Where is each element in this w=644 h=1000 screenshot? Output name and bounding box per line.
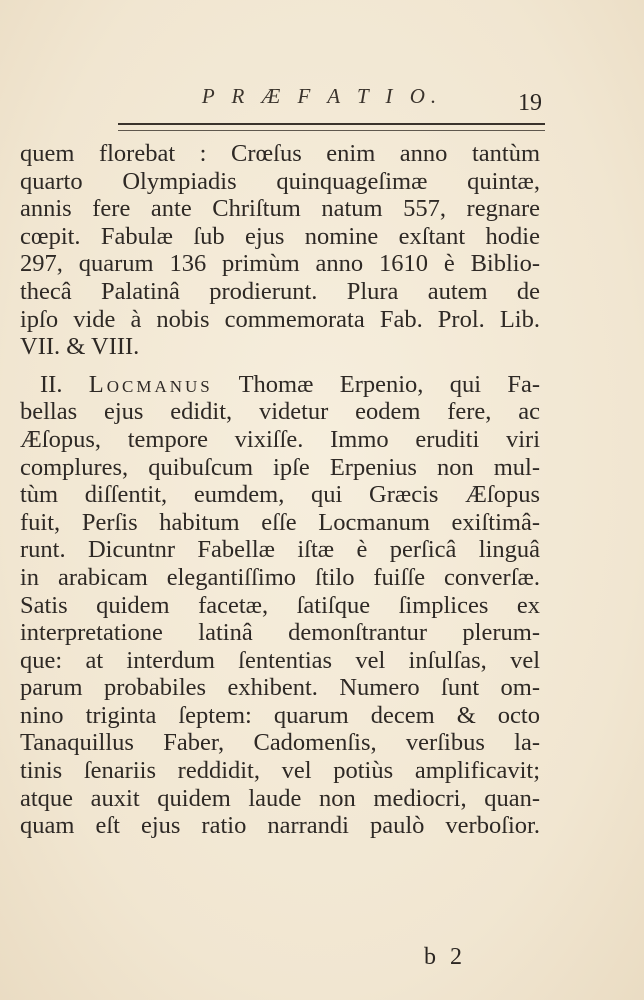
text-line: tùm diſſentit, eumdem, qui Græcis Æſopus bbox=[20, 481, 540, 509]
opening-text: Thomæ Erpenio, qui Fa- bbox=[238, 370, 540, 398]
text-line: ipſo vide à nobis commemorata Fab. Prol. Lib. bbox=[20, 305, 540, 333]
text-line: interpretatione latinâ demonſtrantur plerum- bbox=[20, 619, 540, 647]
text-line: runt. Dicuntnr Fabellæ iſtæ è perſicâ linguâ bbox=[20, 536, 540, 564]
text-line: quem florebat : Crœſus enim anno tantùm bbox=[20, 140, 540, 167]
text-line: fuit, Perſis habitum eſſe Locmanum exiſtimâ- bbox=[20, 508, 540, 536]
text-line: que: at interdum ſententias vel inſulſas, vel bbox=[20, 646, 540, 674]
text-line: quarto Olympiadis quinquageſimæ quintæ, bbox=[20, 167, 540, 195]
signature-mark: b 2 bbox=[424, 944, 466, 970]
header-rule-thick bbox=[118, 123, 545, 125]
text-line: Satis quidem facetæ, ſatiſque ſimplices ex bbox=[20, 591, 540, 619]
text-line: tinis ſenariis reddidit, vel potiùs amplificavit; bbox=[20, 757, 540, 785]
text-line: complures, quibuſcum ipſe Erpenius non mul- bbox=[20, 453, 540, 481]
text-line: in arabicam elegantiſſimo ſtilo fuiſſe converſæ. bbox=[20, 563, 540, 591]
text-line: quam eſt ejus ratio narrandi paulò verboſior. bbox=[20, 812, 540, 840]
text-line: 297, quarum 136 primùm anno 1610 è Biblio- bbox=[20, 250, 540, 278]
text-line: Tanaquillus Faber, Cadomenſis, verſibus la- bbox=[20, 729, 540, 757]
text-line: nino triginta ſeptem: quarum decem & octo bbox=[20, 701, 540, 729]
paragraph-number: II. bbox=[40, 370, 63, 398]
paragraph-gap bbox=[20, 361, 540, 371]
text-line: atque auxit quidem laude non mediocri, quan- bbox=[20, 784, 540, 812]
text-line: thecâ Palatinâ prodierunt. Plura autem de bbox=[20, 277, 540, 305]
running-title: P R Æ F A T I O. bbox=[201, 84, 443, 108]
text-line: cœpit. Fabulæ ſub ejus nomine exſtant hodie bbox=[20, 222, 540, 250]
text-line: bellas ejus edidit, videtur eodem fere, ac bbox=[20, 398, 540, 426]
body-text bbox=[20, 140, 540, 840]
text-line: parum probabiles exhibent. Numero ſunt om- bbox=[20, 674, 540, 702]
text-line: annis fere ante Chriſtum natum 557, regnare bbox=[20, 195, 540, 223]
paragraph-opening-line bbox=[20, 371, 540, 399]
author-name: Locmanus bbox=[88, 370, 213, 398]
header-rule-thin bbox=[118, 130, 545, 131]
text-line: VII. & VIII. bbox=[20, 333, 140, 361]
text-line: Æſopus, tempore vixiſſe. Immo eruditi viri bbox=[20, 425, 540, 453]
page-number: 19 bbox=[518, 90, 542, 116]
